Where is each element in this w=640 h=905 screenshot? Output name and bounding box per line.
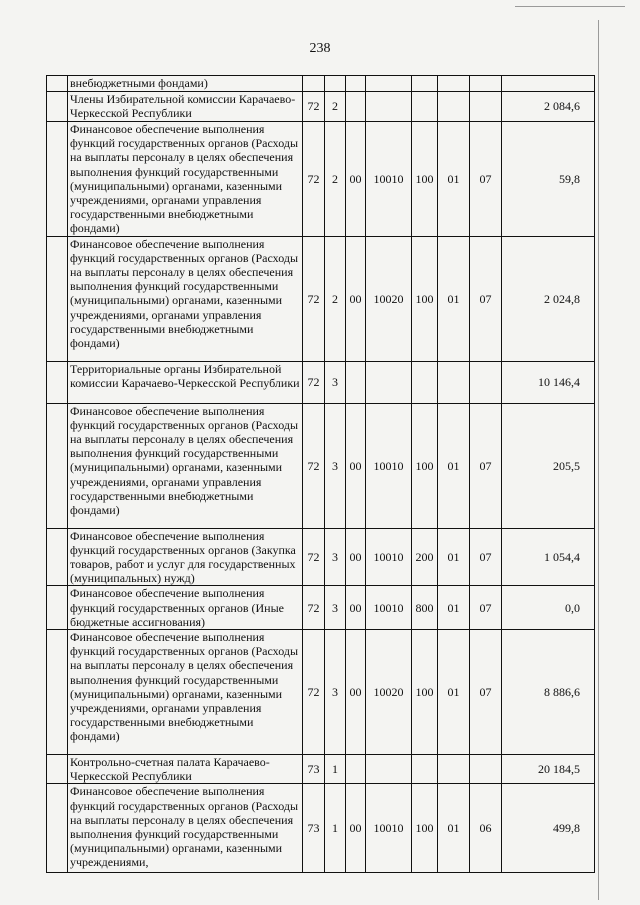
cell-section-code [438, 361, 470, 403]
cell-section-code: 01 [438, 784, 470, 873]
cell-code: 72 [303, 361, 325, 403]
table-row [47, 630, 595, 755]
row-marker-cell [47, 403, 68, 528]
cell-group [346, 76, 366, 92]
cell-expense-type: 200 [412, 528, 438, 586]
cell-section-code [438, 76, 470, 92]
cell-amount: 2 084,6 [502, 92, 595, 122]
cell-group: 00 [346, 122, 366, 237]
cell-section-code [438, 92, 470, 122]
table-row [47, 92, 595, 122]
cell-amount [502, 76, 595, 92]
cell-expense-type: 100 [412, 630, 438, 755]
cell-subsection-code: 07 [470, 630, 502, 755]
table-row [47, 403, 595, 528]
cell-code: 72 [303, 528, 325, 586]
cell-subsection-code [470, 361, 502, 403]
cell-name: Финансовое обеспечение выполнения функций государственных органов (Расходы на выплаты персоналу в целях обеспечения выполнения функций государственными (муниципальными) органами, казенными учреждениями, органами управления государственными внебюджетными фондами) [68, 122, 303, 237]
cell-section-code: 01 [438, 586, 470, 630]
cell-subsection-code: 07 [470, 528, 502, 586]
row-marker-cell [47, 236, 68, 361]
row-marker-cell [47, 784, 68, 873]
cell-expense-type [412, 76, 438, 92]
cell-article: 10010 [366, 586, 412, 630]
cell-article: 10010 [366, 403, 412, 528]
cell-amount: 205,5 [502, 403, 595, 528]
cell-subsection-code: 07 [470, 236, 502, 361]
cell-name: Финансовое обеспечение выполнения функций государственных органов (Расходы на выплаты персоналу в целях обеспечения выполнения функций государственными (муниципальными) органами, казенными учреждениями, органами управления государственными внебюджетными фондами) [68, 630, 303, 755]
cell-expense-type [412, 755, 438, 784]
cell-section-code: 01 [438, 403, 470, 528]
row-marker-cell [47, 755, 68, 784]
cell-expense-type [412, 361, 438, 403]
cell-group: 00 [346, 586, 366, 630]
row-marker-cell [47, 586, 68, 630]
cell-name: Финансовое обеспечение выполнения функций государственных органов (Расходы на выплаты персоналу в целях обеспечения выполнения функций государственными (муниципальными) органами, казенными учреждениями, органами управления государственными внебюджетными фондами) [68, 236, 303, 361]
cell-code: 73 [303, 784, 325, 873]
cell-name: Финансовое обеспечение выполнения функций государственных органов (Закупка товаров, работ и услуг для государственных (муниципальных) нужд) [68, 528, 303, 586]
cell-section-code: 01 [438, 630, 470, 755]
row-marker-cell [47, 76, 68, 92]
cell-amount: 59,8 [502, 122, 595, 237]
row-marker-cell [47, 361, 68, 403]
cell-group [346, 361, 366, 403]
cell-subsection-code: 06 [470, 784, 502, 873]
cell-section: 3 [325, 630, 346, 755]
cell-amount: 2 024,8 [502, 236, 595, 361]
table-row [47, 784, 595, 873]
cell-amount: 20 184,5 [502, 755, 595, 784]
cell-article: 10010 [366, 122, 412, 237]
cell-subsection-code [470, 755, 502, 784]
cell-code: 72 [303, 236, 325, 361]
cell-amount: 499,8 [502, 784, 595, 873]
cell-section: 3 [325, 528, 346, 586]
cell-subsection-code: 07 [470, 122, 502, 237]
cell-expense-type: 800 [412, 586, 438, 630]
cell-section-code: 01 [438, 528, 470, 586]
cell-group [346, 755, 366, 784]
budget-table [46, 75, 595, 873]
scan-edge-line [598, 20, 599, 900]
scan-edge-line [515, 6, 625, 7]
table-body [47, 76, 595, 873]
cell-code: 72 [303, 403, 325, 528]
page-number: 238 [309, 41, 331, 56]
cell-section: 1 [325, 755, 346, 784]
cell-name: Финансовое обеспечение выполнения функций государственных органов (Иные бюджетные ассигнования) [68, 586, 303, 630]
cell-amount: 0,0 [502, 586, 595, 630]
cell-subsection-code: 07 [470, 586, 502, 630]
table-row [47, 361, 595, 403]
row-marker-cell [47, 528, 68, 586]
cell-code: 73 [303, 755, 325, 784]
cell-section: 2 [325, 92, 346, 122]
cell-name: Члены Избирательной комиссии Карачаево-Черкесской Республики [68, 92, 303, 122]
cell-expense-type: 100 [412, 122, 438, 237]
cell-section-code: 01 [438, 236, 470, 361]
cell-article: 10020 [366, 236, 412, 361]
table-row [47, 528, 595, 586]
cell-subsection-code: 07 [470, 403, 502, 528]
cell-group [346, 92, 366, 122]
cell-article [366, 755, 412, 784]
cell-group: 00 [346, 630, 366, 755]
table-row [47, 236, 595, 361]
cell-section: 2 [325, 122, 346, 237]
cell-group: 00 [346, 784, 366, 873]
cell-subsection-code [470, 92, 502, 122]
cell-section: 2 [325, 236, 346, 361]
cell-amount: 1 054,4 [502, 528, 595, 586]
cell-amount: 10 146,4 [502, 361, 595, 403]
cell-group: 00 [346, 528, 366, 586]
table-row [47, 76, 595, 92]
cell-name: Финансовое обеспечение выполнения функций государственных органов (Расходы на выплаты персоналу в целях обеспечения выполнения функций государственными (муниципальными) органами, казенными учреждениями, [68, 784, 303, 873]
cell-section: 3 [325, 361, 346, 403]
cell-code [303, 76, 325, 92]
cell-expense-type: 100 [412, 784, 438, 873]
cell-article [366, 361, 412, 403]
cell-article [366, 76, 412, 92]
cell-code: 72 [303, 630, 325, 755]
cell-group: 00 [346, 403, 366, 528]
cell-code: 72 [303, 122, 325, 237]
cell-expense-type: 100 [412, 403, 438, 528]
table-row [47, 755, 595, 784]
cell-name: Финансовое обеспечение выполнения функций государственных органов (Расходы на выплаты персоналу в целях обеспечения выполнения функций государственными (муниципальными) органами, казенными учреждениями, органами управления государственными внебюджетными фондами) [68, 403, 303, 528]
row-marker-cell [47, 92, 68, 122]
row-marker-cell [47, 630, 68, 755]
cell-section: 3 [325, 586, 346, 630]
cell-subsection-code [470, 76, 502, 92]
cell-article [366, 92, 412, 122]
cell-code: 72 [303, 92, 325, 122]
cell-section-code: 01 [438, 122, 470, 237]
cell-name: Территориальные органы Избирательной комиссии Карачаево-Черкесской Республики [68, 361, 303, 403]
cell-article: 10020 [366, 630, 412, 755]
row-marker-cell [47, 122, 68, 237]
cell-group: 00 [346, 236, 366, 361]
cell-article: 10010 [366, 528, 412, 586]
table-row [47, 586, 595, 630]
cell-section: 1 [325, 784, 346, 873]
cell-section [325, 76, 346, 92]
cell-expense-type: 100 [412, 236, 438, 361]
cell-name: Контрольно-счетная палата Карачаево-Черкесской Республики [68, 755, 303, 784]
cell-expense-type [412, 92, 438, 122]
cell-section: 3 [325, 403, 346, 528]
table-row [47, 122, 595, 237]
cell-amount: 8 886,6 [502, 630, 595, 755]
cell-section-code [438, 755, 470, 784]
cell-name: внебюджетными фондами) [68, 76, 303, 92]
cell-code: 72 [303, 586, 325, 630]
cell-article: 10010 [366, 784, 412, 873]
